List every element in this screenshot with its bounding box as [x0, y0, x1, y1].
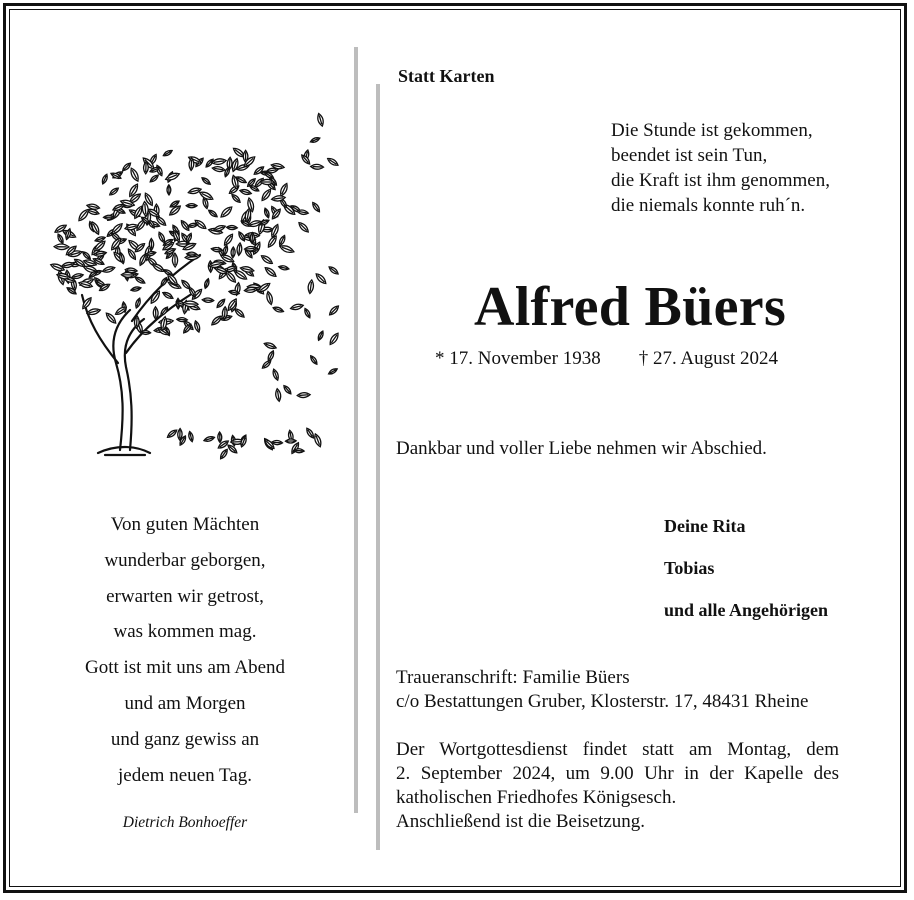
life-dates [435, 348, 778, 370]
left-poem-line: erwarten wir getrost, [106, 585, 264, 607]
leaf-shape [263, 341, 277, 350]
mourner-name: Tobias [664, 558, 715, 578]
leaf-shape [260, 188, 273, 202]
service-line: 2. September 2024, um 9.00 Uhr in der Kapelle des [396, 763, 839, 784]
leaf-shape [264, 266, 278, 279]
leaf-shape [263, 208, 270, 219]
leaf-shape [119, 252, 126, 264]
poem-line: die Kraft ist ihm genommen, [611, 170, 830, 191]
left-poem-line: wunderbar geborgen, [104, 549, 266, 571]
leaf-shape [103, 215, 114, 219]
leaf-shape [317, 330, 325, 341]
leaf-shape [313, 433, 323, 448]
leaf-shape [310, 136, 321, 143]
address-line: Traueranschrift: Familie Büers [396, 667, 630, 688]
leaf-shape [231, 247, 235, 258]
leaf-shape [110, 222, 124, 236]
leaf-shape [227, 225, 238, 230]
poem-line: die niemals konnte ruh´n. [611, 195, 806, 216]
leaf-shape [328, 367, 339, 375]
leaf-shape [224, 167, 231, 178]
leaf-shape [282, 384, 292, 395]
address-line: c/o Bestattungen Gruber, Klosterstr. 17, 48431 Rheine [396, 691, 809, 712]
leaf-shape [207, 209, 218, 219]
leaf-shape [305, 427, 315, 439]
leaf-shape [186, 204, 197, 208]
leaf-shape [244, 287, 257, 293]
leaf-shape [213, 224, 226, 232]
divider-line-left [354, 47, 358, 813]
leaf-shape [167, 185, 171, 195]
leaf-shape [285, 439, 296, 443]
leaf-shape [121, 162, 132, 173]
leaf-shape [121, 272, 134, 277]
leaf-shape [81, 250, 91, 260]
leaf-shape [172, 253, 177, 267]
mourner-name: Deine Rita [664, 516, 746, 536]
leaf-shape [130, 286, 141, 292]
leaf-shape [314, 272, 327, 285]
leaf-shape [240, 435, 248, 447]
leaf-shape [142, 201, 149, 216]
leaf-shape [230, 193, 241, 204]
leaf-shape [279, 182, 289, 197]
leaf-shape [290, 303, 304, 311]
leaf-shape [272, 368, 280, 381]
leaf-shape [149, 174, 160, 184]
leaf-shape [203, 278, 210, 289]
leaf-shape [278, 265, 289, 271]
wind-blown-tree-icon [40, 95, 350, 470]
leaf-shape [188, 222, 199, 228]
statt-karten-heading: Statt Karten [398, 66, 495, 86]
leaf-shape [102, 265, 116, 273]
leaf-shape [153, 307, 158, 320]
leaf-shape [260, 179, 274, 184]
leaf-shape [328, 265, 340, 275]
leaf-shape [101, 174, 109, 185]
divider-line-right [376, 84, 380, 850]
poem-line: Die Stunde ist gekommen, [611, 120, 813, 141]
leaf-shape [203, 435, 215, 442]
bonhoeffer-poem [40, 507, 330, 793]
leaf-shape [134, 298, 141, 309]
leaf-shape [260, 254, 274, 266]
leaf-shape [328, 304, 340, 316]
leaf-shape [211, 247, 222, 253]
left-poem-line: jedem neuen Tag. [118, 764, 252, 786]
leaf-shape [193, 320, 201, 333]
leaf-shape [143, 161, 148, 174]
leaf-shape [177, 317, 188, 321]
mourner-name: und alle Angehörigen [664, 600, 829, 620]
leaf-shape [275, 388, 282, 401]
leaf-shape [188, 187, 202, 195]
leaf-shape [212, 166, 225, 173]
leaf-shape [222, 233, 234, 247]
leaf-shape [261, 359, 272, 370]
leaf-shape [303, 308, 311, 319]
deceased-name: Alfred Büers [473, 276, 787, 338]
leaf-shape [54, 244, 69, 250]
leaf-shape [188, 431, 194, 442]
leaf-shape [108, 187, 119, 197]
leaf-shape [219, 448, 229, 460]
leaf-shape [236, 243, 242, 256]
leaf-shape [222, 245, 229, 256]
leaf-shape [162, 149, 173, 157]
leaf-shape [316, 113, 324, 127]
death-date: † 27. August 2024 [638, 348, 779, 369]
leaf-shape [218, 432, 222, 443]
leaf-shape [328, 332, 340, 346]
leaf-shape [77, 208, 91, 223]
left-poem-line: und am Morgen [124, 692, 246, 714]
farewell-text: Dankbar und voller Liebe nehmen wir Abschied. [396, 438, 767, 459]
leaf-shape [309, 355, 318, 366]
left-poem-line: Von guten Mächten [110, 514, 260, 535]
service-line: katholischen Friedhofes Königsesch. [396, 787, 677, 808]
birth-date: * 17. November 1938 [435, 348, 601, 369]
leaf-shape [239, 188, 252, 195]
leaf-shape [297, 221, 310, 234]
leaf-shape [297, 392, 310, 398]
leaf-shape [227, 444, 239, 455]
left-poem-line: was kommen mag. [113, 621, 257, 643]
leaf-shape [272, 306, 284, 314]
service-line: Der Wortgottesdienst findet statt am Montag, dem [396, 739, 839, 760]
memorial-poem [611, 118, 830, 218]
leaf-shape [307, 280, 314, 294]
poem-line: beendet ist sein Tun, [611, 145, 768, 166]
leaf-shape [151, 262, 165, 273]
leaf-shape [210, 314, 223, 326]
leaf-shape [129, 167, 140, 182]
leaf-shape [266, 291, 274, 305]
leaf-shape [201, 176, 212, 186]
left-poem-line: und ganz gewiss an [110, 728, 260, 750]
leaf-shape [56, 233, 64, 244]
leaf-shape [278, 235, 287, 247]
leaf-shape [311, 164, 324, 169]
leaf-shape [166, 428, 178, 439]
leaf-shape [202, 298, 214, 303]
leaf-shape [134, 276, 146, 285]
mourning-address [396, 666, 808, 714]
poem-author: Dietrich Bonhoeffer [122, 814, 248, 831]
leaf-shape [311, 201, 321, 213]
mourners-list [664, 505, 828, 631]
leaf-shape [61, 261, 75, 268]
left-poem-line: Gott ist mit uns am Abend [84, 657, 286, 679]
leaf-shape [297, 209, 309, 215]
leaf-shape [185, 233, 193, 244]
service-line: Anschließend ist die Beisetzung. [396, 811, 646, 832]
leaf-shape [219, 205, 233, 219]
service-info [396, 738, 839, 834]
leaf-shape [162, 291, 174, 300]
leaf-shape [326, 157, 339, 168]
